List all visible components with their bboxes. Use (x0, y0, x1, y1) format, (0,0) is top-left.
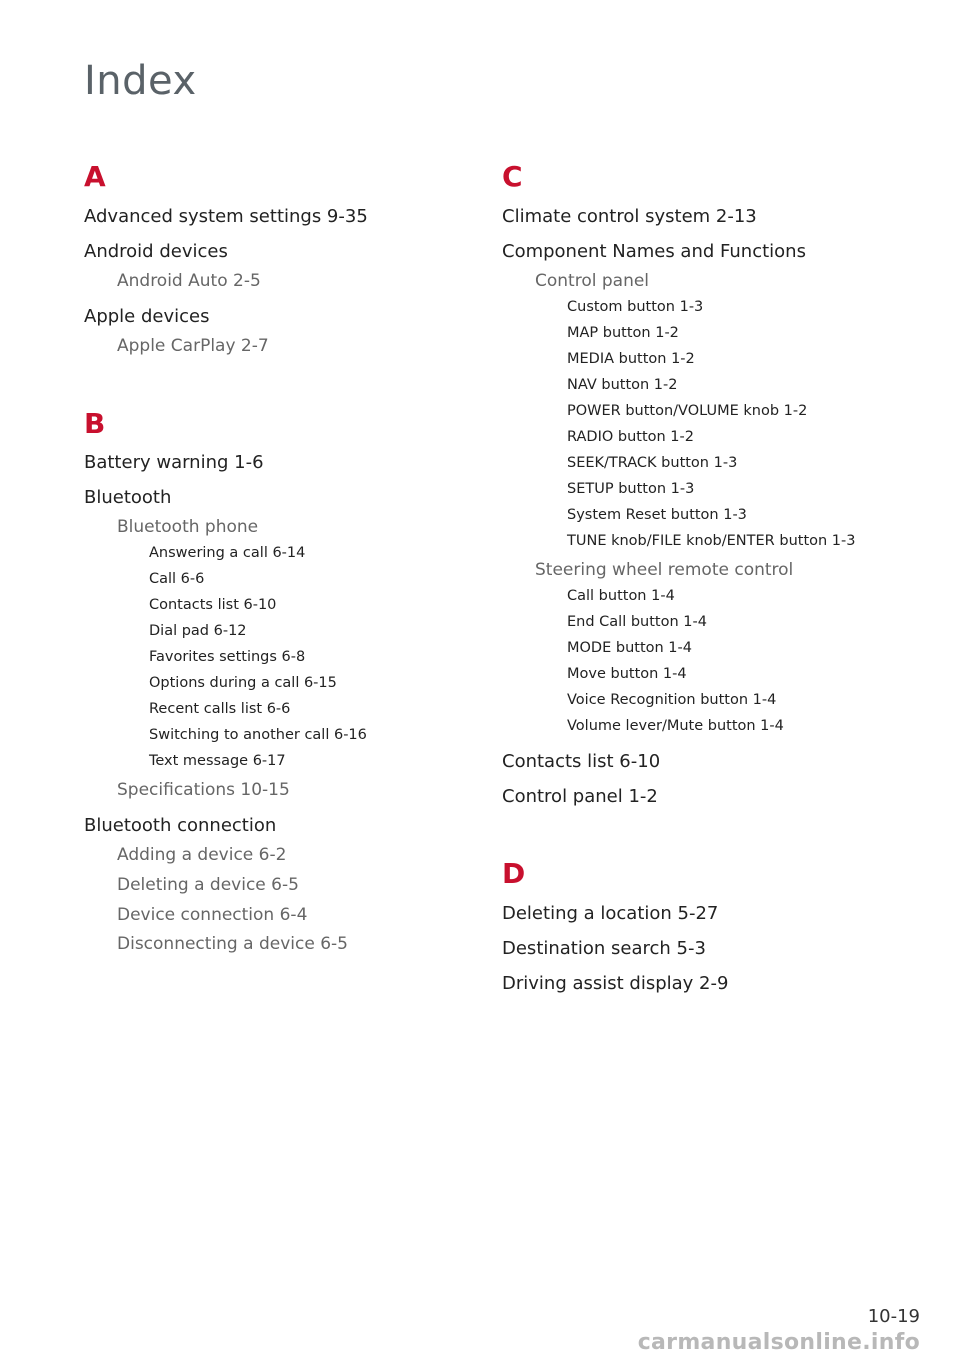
index-entry: Battery warning 1-6 (84, 452, 264, 473)
index-entry: Component Names and Functions (502, 241, 806, 262)
index-subentry: Control panel (535, 271, 650, 291)
index-subsubentry: Dial pad 6-12 (149, 623, 247, 639)
section-letter-c: C (502, 160, 523, 193)
index-entry: Bluetooth connection (84, 815, 277, 836)
index-entry: Driving assist display 2-9 (502, 973, 729, 994)
index-subsubentry: Volume lever/Mute button 1-4 (567, 718, 784, 734)
index-subentry: Bluetooth phone (117, 517, 259, 537)
index-entry: Advanced system settings 9-35 (84, 206, 368, 227)
index-entry: Control panel 1-2 (502, 786, 658, 807)
section-letter-d: D (502, 857, 526, 890)
watermark: carmanualsonline.info (637, 1330, 920, 1355)
index-subentry: Device connection 6-4 (117, 905, 308, 925)
index-subsubentry: End Call button 1-4 (567, 614, 707, 630)
index-entry: Climate control system 2-13 (502, 206, 757, 227)
index-subsubentry: Voice Recognition button 1-4 (567, 692, 777, 708)
index-subsubentry: Switching to another call 6-16 (149, 727, 367, 743)
index-subsubentry: MAP button 1-2 (567, 325, 679, 341)
index-subsubentry: NAV button 1-2 (567, 377, 678, 393)
index-subsubentry: POWER button/VOLUME knob 1-2 (567, 403, 808, 419)
index-subsubentry: SETUP button 1-3 (567, 481, 695, 497)
index-subentry: Apple CarPlay 2-7 (117, 336, 269, 356)
index-entry: Apple devices (84, 306, 210, 327)
index-subsubentry: Custom button 1-3 (567, 299, 704, 315)
section-letter-b: B (84, 407, 106, 440)
index-subentry: Deleting a device 6-5 (117, 875, 299, 895)
section-letter-a: A (84, 160, 106, 193)
index-subsubentry: Call button 1-4 (567, 588, 675, 604)
index-subentry: Specifications 10-15 (117, 780, 290, 800)
index-entry: Deleting a location 5-27 (502, 903, 719, 924)
index-subentry: Steering wheel remote control (535, 560, 794, 580)
index-entry: Contacts list 6-10 (502, 751, 661, 772)
index-subsubentry: SEEK/TRACK button 1-3 (567, 455, 738, 471)
index-subsubentry: System Reset button 1-3 (567, 507, 747, 523)
index-subsubentry: Contacts list 6-10 (149, 597, 277, 613)
index-entry: Destination search 5-3 (502, 938, 706, 959)
index-subsubentry: TUNE knob/FILE knob/ENTER button 1-3 (567, 533, 856, 549)
index-subsubentry: Recent calls list 6-6 (149, 701, 291, 717)
index-subsubentry: Answering a call 6-14 (149, 545, 306, 561)
index-entry: Bluetooth (84, 487, 172, 508)
page-number: 10-19 (867, 1306, 920, 1327)
index-subsubentry: Text message 6-17 (149, 753, 286, 769)
page-title: Index (84, 58, 197, 104)
index-subentry: Android Auto 2-5 (117, 271, 261, 291)
index-subsubentry: RADIO button 1-2 (567, 429, 694, 445)
index-subsubentry: Favorites settings 6-8 (149, 649, 306, 665)
index-subentry: Adding a device 6-2 (117, 845, 287, 865)
index-subsubentry: Call 6-6 (149, 571, 205, 587)
index-subentry: Disconnecting a device 6-5 (117, 934, 348, 954)
index-entry: Android devices (84, 241, 228, 262)
index-subsubentry: MEDIA button 1-2 (567, 351, 695, 367)
index-subsubentry: Move button 1-4 (567, 666, 687, 682)
index-subsubentry: Options during a call 6-15 (149, 675, 337, 691)
index-subsubentry: MODE button 1-4 (567, 640, 692, 656)
